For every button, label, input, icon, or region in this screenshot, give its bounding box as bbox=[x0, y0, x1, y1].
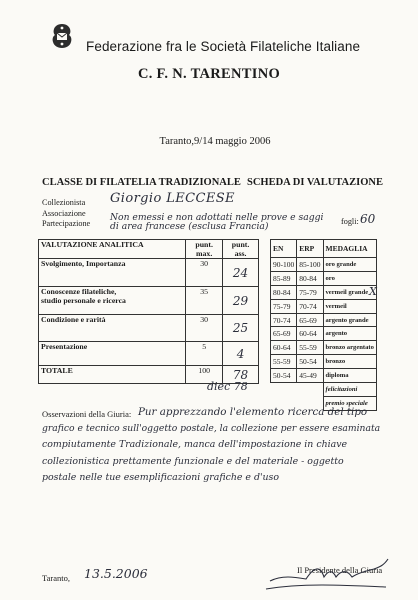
en-range: 85-89 bbox=[271, 271, 297, 285]
table-row bbox=[39, 315, 259, 342]
classe-heading: CLASSE DI FILATELIA TRADIZIONALE bbox=[42, 177, 241, 188]
table-row bbox=[271, 313, 377, 327]
medal-name: diploma bbox=[323, 369, 376, 383]
erp-range: 55-59 bbox=[297, 341, 323, 355]
criterion-score: 25 bbox=[223, 315, 259, 342]
medaglia-header: MEDAGLIA bbox=[323, 240, 376, 258]
criterion-max: 35 bbox=[186, 287, 223, 315]
felicitazioni-label: felicitazioni bbox=[323, 383, 376, 397]
max-header: punt. max. bbox=[186, 240, 223, 259]
erp-range: 65-69 bbox=[297, 313, 323, 327]
table-row bbox=[271, 341, 377, 355]
total-label: TOTALE bbox=[39, 366, 186, 384]
medal-name: argento bbox=[323, 327, 376, 341]
erp-range: 45-49 bbox=[297, 369, 323, 383]
table-row bbox=[271, 383, 377, 397]
medal-name: argento grande bbox=[323, 313, 376, 327]
medal-name: bronzo argentato bbox=[323, 341, 376, 355]
erp-range: 70-74 bbox=[297, 299, 323, 313]
erp-range: 85-100 bbox=[297, 258, 323, 272]
erp-range: 60-64 bbox=[297, 327, 323, 341]
total-score: 78 bbox=[223, 366, 259, 384]
observation-line: postale nelle tue esemplificazioni grafiche e d'uso bbox=[42, 472, 280, 483]
en-range: 60-64 bbox=[271, 341, 297, 355]
evaluation-header-row bbox=[39, 240, 259, 259]
fogli-value: 60 bbox=[360, 212, 376, 226]
observations-label: Osservazioni della Giuria: bbox=[42, 409, 132, 419]
table-row bbox=[39, 287, 259, 315]
partecipazione-line-2: di area francese (esclusa Francia) bbox=[110, 221, 269, 232]
medal-table bbox=[270, 239, 377, 411]
observation-line: compiutamente Tradizionale, manca dell'impostazione in chiave bbox=[42, 439, 348, 450]
observation-line: Pur apprezzando l'elemento ricerca del tipo bbox=[138, 406, 368, 418]
federation-title: Federazione fra le Società Filateliche Italiane bbox=[86, 39, 361, 54]
table-row bbox=[271, 369, 377, 383]
criterion-label: Condizione e rarità bbox=[39, 315, 186, 342]
en-range: 55-59 bbox=[271, 355, 297, 369]
associazione-label: Associazione bbox=[42, 209, 86, 218]
fogli-label: fogli: bbox=[341, 217, 359, 226]
erp-range: 50-54 bbox=[297, 355, 323, 369]
criterion-max: 30 bbox=[186, 259, 223, 287]
collezionista-value: Giorgio LECCESE bbox=[110, 191, 235, 206]
footer-place-label: Taranto, bbox=[42, 573, 70, 583]
collezionista-label: Collezionista bbox=[42, 198, 86, 207]
criterion-score: 29 bbox=[223, 287, 259, 315]
criterion-score: 4 bbox=[223, 342, 259, 366]
medal-name: bronzo bbox=[323, 355, 376, 369]
en-range: 65-69 bbox=[271, 327, 297, 341]
criterion-max: 30 bbox=[186, 315, 223, 342]
criterion-label: Svolgimento, Importanza bbox=[39, 259, 186, 287]
en-range: 90-100 bbox=[271, 258, 297, 272]
total-max: 100 bbox=[186, 366, 223, 384]
medal-name: vermeil bbox=[323, 299, 376, 313]
observation-line: grafico e tecnico sull'oggetto postale, la collezione per essere esaminata bbox=[42, 422, 381, 434]
observation-line: collezionistica prettamente funzionale e del materiale - oggetto bbox=[42, 455, 344, 467]
presidente-label: Il Presidente della Giuria bbox=[297, 565, 383, 575]
medal-name: oro bbox=[323, 271, 376, 285]
table-row bbox=[271, 299, 377, 313]
partecipazione-line-1: Non emessi e non adottati nelle prove e saggi bbox=[110, 212, 324, 223]
footer-date-value: 13.5.2006 bbox=[84, 566, 148, 581]
place-date: Taranto,9/14 maggio 2006 bbox=[159, 136, 271, 147]
en-range: 80-84 bbox=[271, 285, 297, 299]
medal-header-row bbox=[271, 240, 377, 258]
partecipazione-label: Partecipazione bbox=[42, 219, 91, 228]
premio-speciale-label: premio speciale bbox=[323, 396, 376, 410]
medal-name: vermeil grande bbox=[323, 285, 376, 299]
table-row bbox=[39, 342, 259, 366]
erp-range: 75-79 bbox=[297, 285, 323, 299]
evaluation-header: VALUTAZIONE ANALITICA bbox=[39, 240, 186, 259]
federation-logo-icon bbox=[52, 24, 72, 48]
en-range: 50-54 bbox=[271, 369, 297, 383]
en-range: 75-79 bbox=[271, 299, 297, 313]
medal-check-mark: X bbox=[369, 285, 377, 298]
criterion-max: 5 bbox=[186, 342, 223, 366]
club-title: C. F. N. TARENTINO bbox=[137, 66, 281, 82]
signature-icon bbox=[262, 555, 392, 595]
table-row bbox=[271, 258, 377, 272]
table-row bbox=[271, 355, 377, 369]
score-header: punt. ass. bbox=[223, 240, 259, 259]
criterion-label: Conoscenze filateliche, studio personale e ricerca bbox=[39, 287, 186, 315]
partecipazione-value bbox=[110, 213, 325, 231]
evaluation-table bbox=[38, 239, 259, 384]
en-range: 70-74 bbox=[271, 313, 297, 327]
erp-header: ERP bbox=[297, 240, 323, 258]
criterion-label: Presentazione bbox=[39, 342, 186, 366]
criterion-score: 24 bbox=[223, 259, 259, 287]
en-header: EN bbox=[271, 240, 297, 258]
erp-range: 80-84 bbox=[297, 271, 323, 285]
table-row bbox=[271, 271, 377, 285]
table-row bbox=[271, 327, 377, 341]
medal-name: oro grande bbox=[323, 258, 376, 272]
observations-text bbox=[42, 404, 392, 487]
table-row bbox=[271, 285, 377, 299]
scheda-heading: SCHEDA DI VALUTAZIONE bbox=[247, 177, 383, 188]
table-row bbox=[39, 259, 259, 287]
subtotal-note: diec 78 bbox=[207, 380, 248, 393]
